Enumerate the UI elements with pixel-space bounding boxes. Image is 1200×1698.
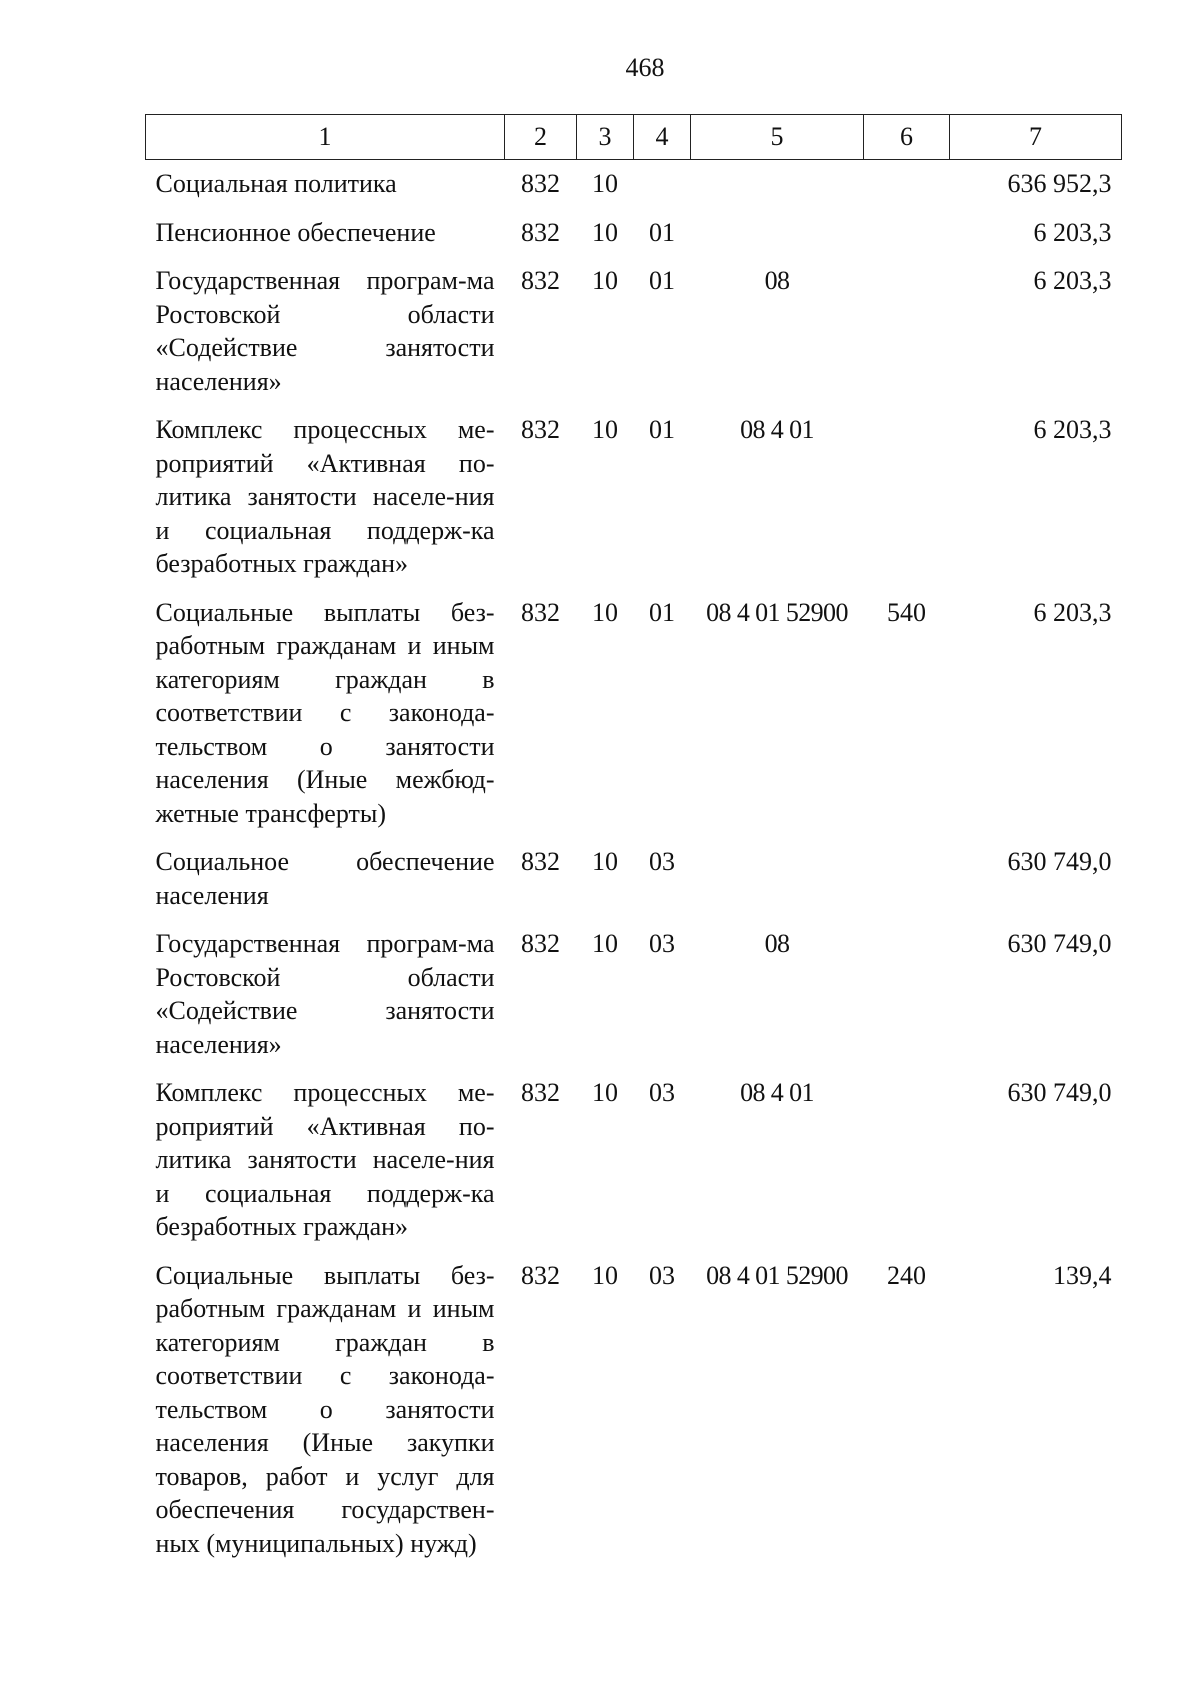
row-ministry-code: 832 (521, 1260, 560, 1290)
table-row (146, 1252, 1122, 1569)
row-ministry-code: 832 (521, 217, 560, 247)
row-name: Социальные выплаты без-работным гражданам и иным категориям граждан в соответствии с законода-тельством о занятости населения (Иные межбюд-жетные трансферты) (155, 597, 495, 828)
row-section-code: 10 (592, 1078, 618, 1107)
row-expense-type: 240 (887, 1260, 926, 1290)
row-target-article (691, 209, 864, 258)
row-ministry-code: 832 (521, 415, 560, 444)
table-row (146, 838, 1122, 920)
column-header: 6 (864, 115, 950, 160)
row-expense-type (864, 838, 950, 920)
row-subsection-code: 01 (649, 217, 675, 247)
row-target-article: 08 (764, 929, 790, 958)
row-target-article: 08 4 01 (740, 1078, 814, 1107)
row-name: Государственная програм-ма Ростовской области «Содействие занятости населения» (155, 929, 495, 1059)
row-ministry-code: 832 (521, 266, 560, 295)
column-header: 7 (950, 115, 1122, 160)
row-subsection-code: 03 (649, 1260, 675, 1290)
row-name: Комплекс процессных ме-роприятий «Активная по-литика занятости населе-ния и социальная поддерж-ка безработных граждан» (155, 415, 495, 578)
row-target-article: 08 (764, 266, 790, 295)
row-amount: 636 952,3 (1007, 169, 1112, 198)
row-amount: 6 203,3 (1033, 597, 1112, 627)
header-row (146, 115, 1122, 160)
row-ministry-code: 832 (521, 169, 560, 198)
row-ministry-code: 832 (521, 929, 560, 958)
table-row (146, 406, 1122, 589)
row-amount: 139,4 (1053, 1260, 1112, 1290)
row-expense-type (864, 1069, 950, 1252)
row-amount: 6 203,3 (1033, 217, 1112, 247)
row-amount: 6 203,3 (1033, 415, 1112, 444)
row-ministry-code: 832 (521, 847, 560, 876)
row-target-article: 08 4 01 52900 (706, 1260, 848, 1290)
row-subsection-code: 01 (649, 266, 675, 295)
row-section-code: 10 (592, 266, 618, 295)
table-row (146, 257, 1122, 406)
row-name: Социальное обеспечение населения (155, 847, 495, 910)
row-section-code: 10 (592, 169, 618, 198)
row-amount: 630 749,0 (1007, 1078, 1112, 1107)
table-header (146, 115, 1122, 160)
page-number: 468 (625, 53, 665, 82)
row-section-code: 10 (592, 597, 618, 627)
row-name: Комплекс процессных ме-роприятий «Активная по-литика занятости населе-ния и социальная поддерж-ка безработных граждан» (155, 1078, 495, 1241)
row-expense-type (864, 160, 950, 209)
table-body (146, 160, 1122, 1569)
row-expense-type: 540 (887, 597, 926, 627)
budget-table (145, 114, 1122, 1568)
row-subsection-code: 03 (649, 847, 675, 876)
row-expense-type (864, 406, 950, 589)
column-header: 1 (146, 115, 505, 160)
row-ministry-code: 832 (521, 1078, 560, 1107)
row-target-article (691, 160, 864, 209)
row-subsection-code: 01 (649, 415, 675, 444)
row-ministry-code: 832 (521, 597, 560, 627)
row-section-code: 10 (592, 847, 618, 876)
row-name: Государственная програм-ма Ростовской области «Содействие занятости населения» (155, 266, 495, 396)
row-name: Пенсионное обеспечение (155, 217, 436, 247)
row-subsection-code (634, 160, 691, 209)
row-expense-type (864, 209, 950, 258)
column-header: 5 (691, 115, 864, 160)
column-header: 3 (577, 115, 634, 160)
table-row (146, 209, 1122, 258)
row-subsection-code: 03 (649, 1078, 675, 1107)
row-name: Социальные выплаты без-работным гражданам и иным категориям граждан в соответствии с законода-тельством о занятости населения (Иные закупки товаров, работ и услуг для обеспечения государствен-ных (муниципальных) нужд) (155, 1260, 495, 1558)
table-row (146, 920, 1122, 1069)
table-row (146, 160, 1122, 209)
row-section-code: 10 (592, 929, 618, 958)
row-target-article: 08 4 01 (740, 415, 814, 444)
row-section-code: 10 (592, 217, 618, 247)
row-expense-type (864, 257, 950, 406)
column-header: 4 (634, 115, 691, 160)
row-target-article: 08 4 01 52900 (706, 597, 848, 627)
row-subsection-code: 01 (649, 597, 675, 627)
row-name: Социальная политика (155, 169, 397, 198)
row-section-code: 10 (592, 1260, 618, 1290)
row-subsection-code: 03 (649, 929, 675, 958)
row-target-article (691, 838, 864, 920)
table-row (146, 1069, 1122, 1252)
row-expense-type (864, 920, 950, 1069)
column-header: 2 (505, 115, 577, 160)
row-section-code: 10 (592, 415, 618, 444)
row-amount: 630 749,0 (1007, 847, 1112, 876)
row-amount: 6 203,3 (1033, 266, 1112, 295)
row-amount: 630 749,0 (1007, 929, 1112, 958)
table-row (146, 589, 1122, 839)
